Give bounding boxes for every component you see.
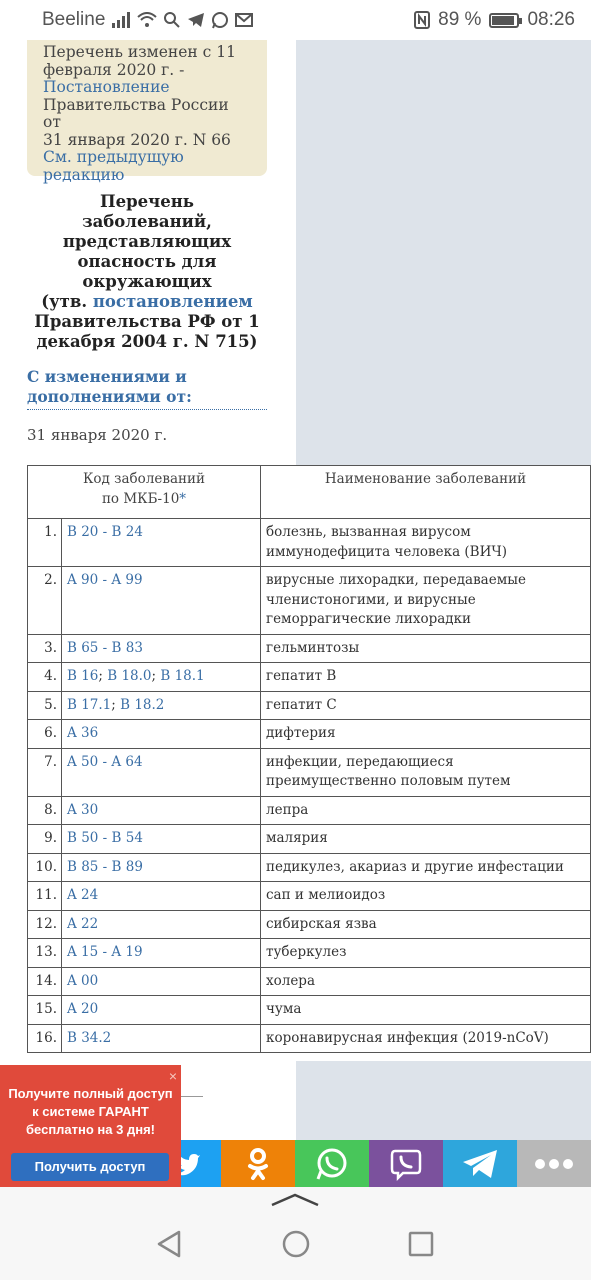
resolution-link[interactable]: Постановление [43,78,170,96]
row-number: 5. [28,691,62,720]
divider [181,1096,203,1097]
notice-line: февраля 2020 г. - [43,60,185,79]
table-row [28,939,591,968]
row-codes [62,939,261,968]
header-name: Наименование заболеваний [261,466,591,519]
icd-code-link[interactable]: A 30 [67,801,99,818]
icd-code-link[interactable]: A 36 [67,725,99,741]
table-row [28,825,591,854]
more-share-button[interactable] [517,1140,591,1187]
disease-name: туберкулез [261,939,591,968]
icd-code-link[interactable]: B 65 - B 83 [67,639,143,656]
title-line: Перечень [100,192,194,211]
title-line: окружающих [82,272,212,291]
nfc-icon [414,11,430,29]
approved-line [27,292,267,312]
title-line: представляющих [62,232,232,251]
disease-name: лепра [261,796,591,825]
search-icon [163,11,181,29]
row-codes [62,567,261,635]
document-title [27,192,267,352]
previous-edition-link[interactable]: редакцию [43,165,125,184]
row-number: 14. [28,967,62,996]
row-codes [62,967,261,996]
approved-line: Правительства РФ от 1 [34,312,260,331]
promo-text: Получите полный доступ к системе ГАРАНТ бесплатно на 3 дня! [8,1086,173,1137]
telegram-notification-icon [187,12,205,28]
table-header-row [28,466,591,519]
header-code-line [32,490,256,510]
row-number: 1. [28,519,62,567]
table-row [28,720,591,749]
whatsapp-notification-icon [211,11,229,29]
chevron-up-icon[interactable] [270,1193,320,1207]
table-row [28,691,591,720]
disease-name: дифтерия [261,720,591,749]
changes-dropdown[interactable] [27,367,267,410]
gmail-notification-icon [235,13,253,27]
row-number: 7. [28,748,62,796]
row-codes [62,720,261,749]
row-codes [62,882,261,911]
battery-percent: 89 % [438,9,482,30]
recent-apps-icon[interactable] [407,1229,435,1259]
promo-banner [0,1065,181,1187]
table-row [28,967,591,996]
clock: 08:26 [527,9,575,30]
disease-name: сибирская язва [261,910,591,939]
row-codes [62,825,261,854]
title-line: опасность для [77,252,217,271]
row-codes [62,663,261,692]
disease-name: вирусные лихорадки, передаваемые членистоногими, и вирусные геморрагические лихорадки [261,567,591,635]
row-number: 3. [28,634,62,663]
code-separator: ; [151,668,161,684]
icd-code-link[interactable]: B 18.0 [107,668,152,684]
disease-name: болезнь, вызванная вирусом иммунодефицита человека (ВИЧ) [261,519,591,567]
get-access-button[interactable]: Получить доступ [11,1153,169,1181]
close-icon[interactable]: × [168,1068,177,1084]
row-codes [62,996,261,1025]
icd-code-link[interactable]: A 50 - A 64 [67,753,143,770]
notice-line: Правительства России от [43,95,229,131]
row-number: 11. [28,882,62,911]
notice-line: 31 января 2020 г. N 66 [43,130,231,149]
row-codes [62,748,261,796]
whatsapp-icon [315,1147,349,1181]
icd-code-link[interactable]: B 18.1 [160,668,205,684]
row-codes [62,853,261,882]
changes-label: С изменениями и [27,367,187,386]
icd-code-link[interactable]: A 15 - A 19 [67,944,143,960]
odnoklassniki-icon [245,1147,271,1181]
row-number: 10. [28,853,62,882]
footnote-link[interactable]: * [179,490,187,507]
title-line: заболеваний, [82,212,212,231]
document-content[interactable] [0,40,591,1140]
table-row [28,663,591,692]
row-number: 9. [28,825,62,854]
status-bar [0,0,591,40]
side-panel [296,40,591,465]
code-separator: ; [111,696,121,713]
icd-code-link[interactable]: B 16 [67,668,99,684]
table-row [28,796,591,825]
changes-date: 31 января 2020 г. [27,426,168,444]
telegram-share-button[interactable] [443,1140,517,1187]
icd-code-link[interactable]: B 85 - B 89 [67,858,143,875]
icd-code-link[interactable]: A 00 [67,972,99,989]
whatsapp-share-button[interactable] [295,1140,369,1187]
row-number: 16. [28,1024,62,1053]
row-codes [62,1024,261,1053]
more-icon [534,1158,574,1170]
disease-name: малярия [261,825,591,854]
row-number: 13. [28,939,62,968]
battery-icon [489,13,519,28]
disease-name: гепатит B [261,663,591,692]
viber-share-button[interactable] [369,1140,443,1187]
telegram-icon [461,1148,499,1180]
code-separator: ; [98,668,108,684]
table-row [28,996,591,1025]
table-row [28,853,591,882]
icd-code-link[interactable]: A 20 [67,1001,99,1017]
table-row [28,567,591,635]
row-number: 15. [28,996,62,1025]
row-codes [62,910,261,939]
side-panel-bottom [296,1061,591,1140]
notice-line: Перечень изменен с 11 [43,43,237,61]
header-code-text: по МКБ-10 [101,490,180,507]
row-codes [62,796,261,825]
back-icon[interactable] [155,1229,183,1259]
table-row [28,634,591,663]
disease-name: холера [261,967,591,996]
table-body [28,519,591,1053]
approved-resolution-link[interactable]: постановлением [92,292,253,311]
row-number: 12. [28,910,62,939]
navigation-bar [0,1187,591,1280]
table-row [28,910,591,939]
row-codes [62,634,261,663]
changes-label: дополнениями от: [27,387,192,406]
home-icon[interactable] [281,1229,311,1259]
disease-name: сап и мелиоидоз [261,882,591,911]
carrier-name: Beeline [42,9,106,30]
wifi-icon [137,12,157,28]
disease-name: коронавирусная инфекция (2019-nCoV) [261,1024,591,1053]
icd-code-link[interactable]: B 18.2 [120,696,165,713]
icd-code-link[interactable]: B 34.2 [67,1029,112,1046]
header-code [28,466,261,519]
row-number: 8. [28,796,62,825]
row-number: 4. [28,663,62,692]
row-codes [62,519,261,567]
viber-icon [389,1147,423,1181]
disease-name: гельминтозы [261,634,591,663]
table-row [28,519,591,567]
icd-code-link[interactable]: A 90 - A 99 [67,572,143,588]
icd-code-link[interactable]: B 20 - B 24 [67,524,143,540]
row-codes [62,691,261,720]
table-row [28,748,591,796]
icd-code-link[interactable]: A 24 [67,887,99,903]
icd-code-link[interactable]: A 22 [67,915,99,932]
odnoklassniki-share-button[interactable] [221,1140,295,1187]
previous-edition-link[interactable]: См. предыдущую [43,148,184,166]
table-row [28,882,591,911]
table-row [28,1024,591,1053]
row-number: 6. [28,720,62,749]
disease-name: чума [261,996,591,1025]
diseases-table [27,465,591,1053]
icd-code-link[interactable]: B 50 - B 54 [67,830,143,846]
disease-name: педикулез, акариаз и другие инфестации [261,853,591,882]
approved-prefix: (утв. [41,292,93,311]
icd-code-link[interactable]: B 17.1 [67,696,112,713]
approved-line: декабря 2004 г. N 715) [36,332,258,351]
signal-icon [111,12,131,28]
change-notice [27,40,267,184]
disease-name: гепатит C [261,691,591,720]
disease-name: инфекции, передающиеся преимущественно половым путем [261,748,591,796]
row-number: 2. [28,567,62,635]
share-bar [148,1140,591,1187]
header-code-line: Код заболеваний [82,471,206,487]
